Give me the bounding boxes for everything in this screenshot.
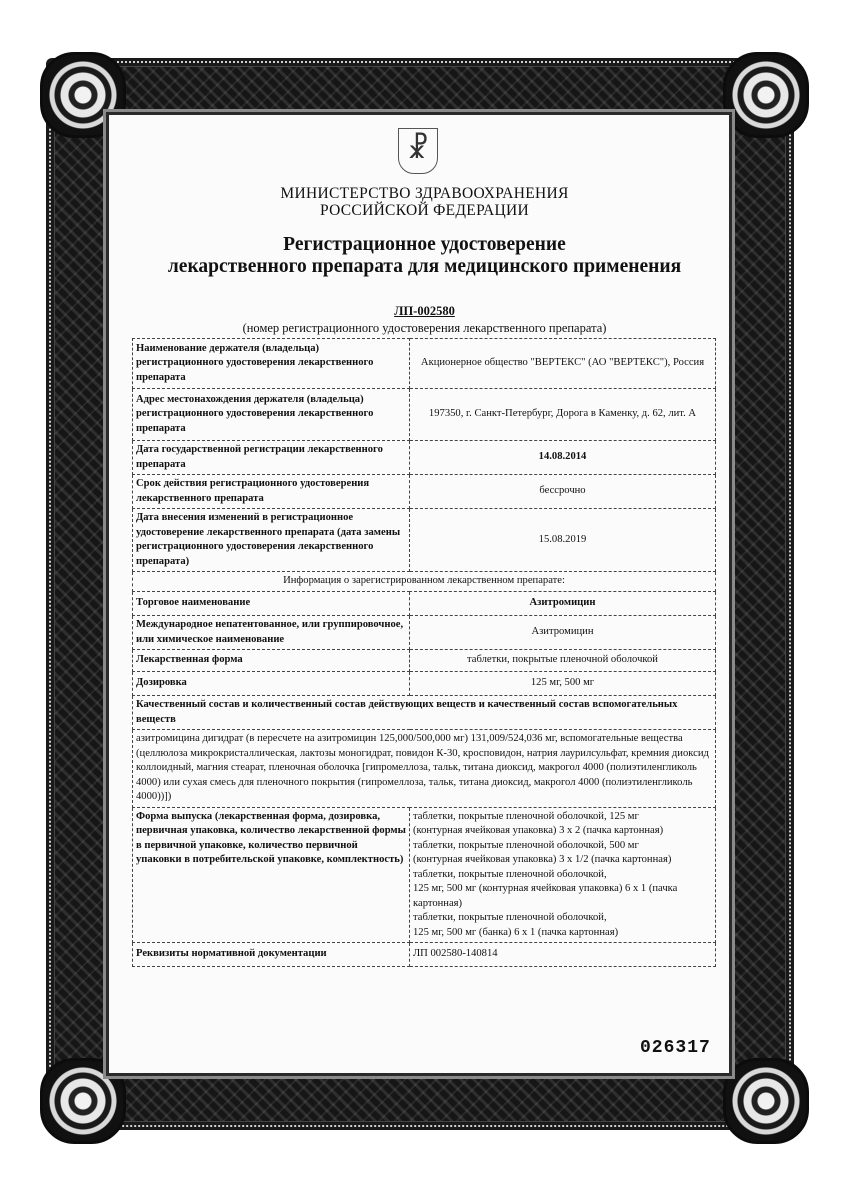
amendment-date-value: 15.08.2019: [410, 509, 716, 572]
table-row: [133, 672, 716, 696]
registration-date-value: 14.08.2014: [410, 441, 716, 475]
trade-name-label: Торговое наименование: [133, 592, 410, 616]
release-form-line: 125 мг, 500 мг (контурная ячейковая упаковка) 6 х 1 (пачка картонная): [413, 883, 678, 909]
release-form-line: (контурная ячейковая упаковка) 3 х 2 (пачка картонная): [413, 825, 664, 836]
serial-number: 026317: [640, 1038, 711, 1058]
document-title-line2: лекарственного препарата для медицинского применения: [167, 256, 682, 277]
holder-name-value: Акционерное общество "ВЕРТЕКС" (АО "ВЕРТЕКС"), Россия: [410, 339, 716, 389]
table-row: [133, 592, 716, 616]
table-row: [133, 339, 716, 389]
document-title-line1: Регистрационное удостоверение: [283, 234, 566, 255]
release-form-line: таблетки, покрытые пленочной оболочкой, 125 мг: [413, 810, 639, 822]
registration-number: ЛП-002580: [394, 304, 455, 318]
table-row: [133, 441, 716, 475]
table-row: [133, 475, 716, 509]
ministry-name-line1: МИНИСТЕРСТВО ЗДРАВООХРАНЕНИЯ: [280, 185, 569, 202]
table-row: [133, 572, 716, 592]
ministry-name-line2: РОССИЙСКОЙ ФЕДЕРАЦИИ: [320, 202, 529, 219]
registration-date-label: Дата государственной регистрации лекарственного препарата: [133, 441, 410, 475]
validity-label: Срок действия регистрационного удостоверения лекарственного препарата: [133, 475, 410, 509]
holder-address-value: 197350, г. Санкт-Петербург, Дорога в Каменку, д. 62, лит. А: [410, 389, 716, 441]
normative-doc-label: Реквизиты нормативной документации: [133, 943, 410, 967]
table-row: [133, 389, 716, 441]
registration-number-caption: (номер регистрационного удостоверения лекарственного препарата): [242, 321, 607, 335]
release-form-line: (контурная ячейковая упаковка) 3 х 1/2 (пачка картонная): [413, 854, 672, 865]
release-form-line: таблетки, покрытые пленочной оболочкой,: [413, 868, 607, 880]
info-heading: Информация о зарегистрированном лекарственном препарате:: [133, 572, 716, 592]
holder-address-label: Адрес местонахождения держателя (владельца) регистрационного удостоверения лекарственного препарата: [133, 389, 410, 441]
dosage-form-value: таблетки, покрытые пленочной оболочкой: [410, 650, 716, 672]
table-row: [133, 509, 716, 572]
inn-value: Азитромицин: [410, 616, 716, 650]
certificate-table: [132, 338, 716, 967]
release-form-label: Форма выпуска (лекарственная форма, дозировка, первичная упаковка, количество лекарственной формы в первичной упаковке, количество первичной упаковки в потребительской упаковке, комплектность): [133, 807, 410, 943]
release-form-line: таблетки, покрытые пленочной оболочкой, 500 мг: [413, 839, 639, 851]
inn-label: Международное непатентованное, или группировочное, или химическое наименование: [133, 616, 410, 650]
trade-name-value: Азитромицин: [410, 592, 716, 616]
normative-doc-value: ЛП 002580-140814: [410, 943, 716, 967]
validity-value: бессрочно: [410, 475, 716, 509]
table-row: [133, 650, 716, 672]
dosage-label: Дозировка: [133, 672, 410, 696]
dosage-value: 125 мг, 500 мг: [410, 672, 716, 696]
release-form-value: [410, 807, 716, 943]
release-form-line: таблетки, покрытые пленочной оболочкой,: [413, 912, 607, 923]
release-form-line: 125 мг, 500 мг (банка) 6 х 1 (пачка картонная): [413, 926, 619, 938]
table-row: [133, 696, 716, 730]
amendment-date-label: Дата внесения изменений в регистрационное удостоверение лекарственного препарата (дата замены регистрационного удостоверения лекарственного препарата): [133, 509, 410, 572]
composition-label: Качественный состав и количественный состав действующих веществ и качественный состав вспомогательных веществ: [133, 696, 716, 730]
table-row: [133, 730, 716, 808]
table-row: [133, 616, 716, 650]
holder-name-label: Наименование держателя (владельца) регистрационного удостоверения лекарственного препарата: [133, 339, 410, 389]
coat-of-arms-icon: ☧: [398, 128, 438, 174]
table-row: [133, 943, 716, 967]
composition-text: азитромицина дигидрат (в пересчете на азитромицин 125,000/500,000 мг) 131,009/524,036 мг, вспомогательные вещества (целлюлоза микрокристаллическая, лактозы моногидрат, повидон К-30, кросповидон, натрия лаурилсульфат, кремния диоксид коллоидный, магния стеарат, пленочная оболочка [гипромеллоза, тальк, титана диоксид, макрогол 4000 (полиэтиленгликоль 4000) или сухая смесь для пленочного покрытия (гипромеллоза, тальк, титана диоксид, макрогол 4000 (полиэтиленгликоль 4000))]): [133, 730, 716, 808]
corner-rosette-icon: [723, 52, 809, 138]
dosage-form-label: Лекарственная форма: [133, 650, 410, 672]
corner-rosette-icon: [723, 1058, 809, 1144]
table-row: [133, 807, 716, 943]
